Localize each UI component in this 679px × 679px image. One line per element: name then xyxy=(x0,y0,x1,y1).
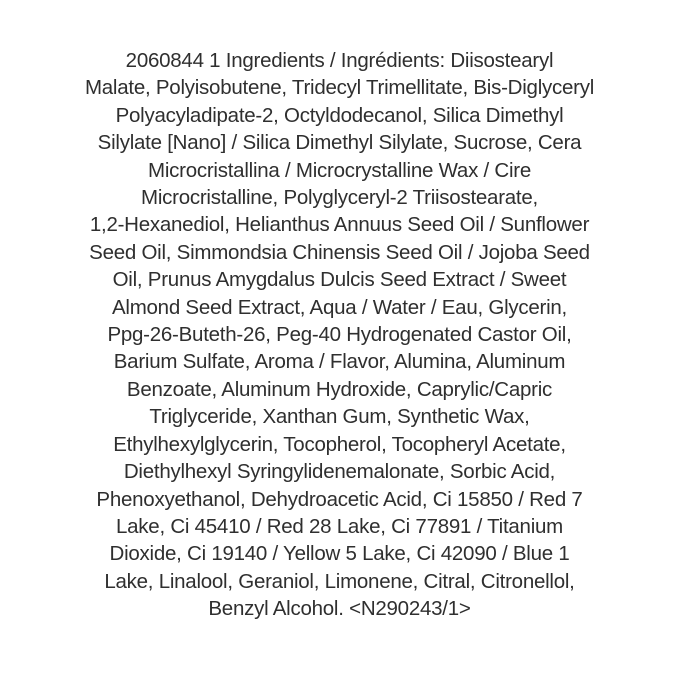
ingredients-text-line: Diethylhexyl Syringylidenemalonate, Sorbic Acid, xyxy=(123,460,556,484)
ingredients-text-line: Malate, Polyisobutene, Tridecyl Trimellitate, Bis-Diglyceryl xyxy=(84,76,595,100)
ingredients-text-line: Polyacyladipate-2, Octyldodecanol, Silica Dimethyl xyxy=(115,103,564,127)
ingredients-text-line: Seed Oil, Simmondsia Chinensis Seed Oil / Jojoba Seed xyxy=(89,240,590,264)
ingredients-text-line: 2060844 1 Ingredients / Ingrédients: Diisostearyl xyxy=(125,49,554,72)
ingredients-text-line: Benzoate, Aluminum Hydroxide, Caprylic/Capric xyxy=(126,377,553,401)
ingredients-label xyxy=(0,47,679,623)
ingredients-text-line: Silylate [Nano] / Silica Dimethyl Silylate, Sucrose, Cera xyxy=(97,131,582,155)
ingredients-text-line: Lake, Linalool, Geraniol, Limonene, Citral, Citronellol, xyxy=(104,569,575,593)
ingredients-text-line: Ethylhexylglycerin, Tocopherol, Tocopheryl Acetate, xyxy=(113,432,566,456)
ingredients-text-line: Lake, Ci 45410 / Red 28 Lake, Ci 77891 / Titanium xyxy=(115,514,563,538)
ingredients-text-line: Microcristallina / Microcrystalline Wax / Cire xyxy=(148,158,531,182)
ingredients-text-line: Oil, Prunus Amygdalus Dulcis Seed Extract / Sweet xyxy=(112,268,567,292)
ingredients-text-line: Benzyl Alcohol. <N290243/1> xyxy=(208,597,471,621)
ingredients-text-line: Phenoxyethanol, Dehydroacetic Acid, Ci 15850 / Red 7 xyxy=(96,487,583,511)
ingredients-text-line: Triglyceride, Xanthan Gum, Synthetic Wax, xyxy=(149,405,530,429)
ingredients-text-line: Microcristalline, Polyglyceryl-2 Triisostearate, xyxy=(141,186,538,210)
ingredients-text-line: Almond Seed Extract, Aqua / Water / Eau, Glycerin, xyxy=(111,295,568,319)
ingredients-text-line: Barium Sulfate, Aroma / Flavor, Alumina, Aluminum xyxy=(113,350,566,374)
ingredients-text-line: Ppg-26-Buteth-26, Peg-40 Hydrogenated Castor Oil, xyxy=(107,323,572,347)
ingredients-text-line: Dioxide, Ci 19140 / Yellow 5 Lake, Ci 42090 / Blue 1 xyxy=(109,542,570,566)
ingredients-text-line: 1,2-Hexanediol, Helianthus Annuus Seed Oil / Sunflower xyxy=(89,213,590,237)
